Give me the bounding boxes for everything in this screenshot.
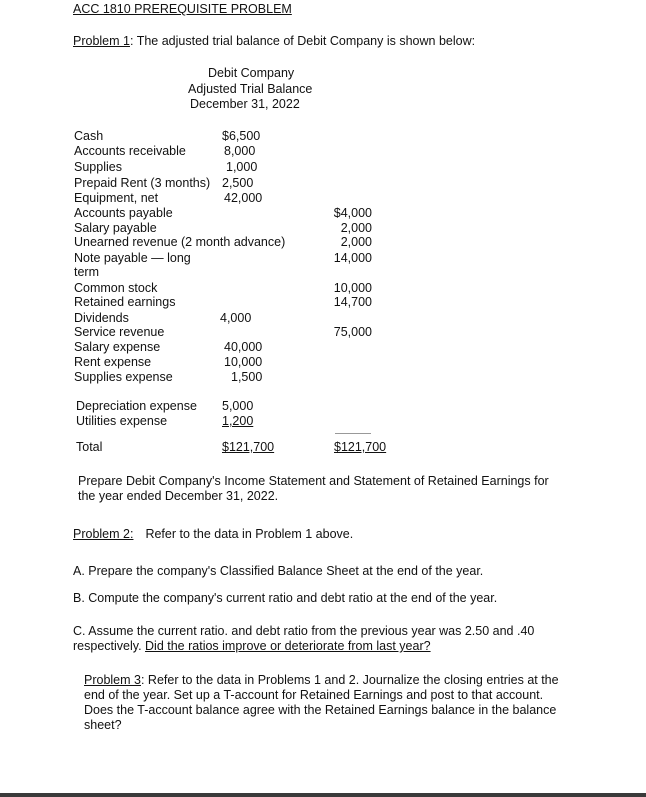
debit-amount: 5,000 bbox=[222, 399, 254, 413]
account-name: Unearned revenue (2 month advance) bbox=[74, 235, 286, 249]
account-name: Supplies bbox=[74, 160, 122, 174]
account-name: Service revenue bbox=[74, 325, 165, 339]
problem3 bbox=[84, 673, 564, 733]
credit-total-rule bbox=[335, 433, 371, 434]
credit-amount: 75,000 bbox=[333, 325, 372, 339]
problem2-part-c bbox=[73, 624, 563, 654]
account-name: Accounts receivable bbox=[74, 144, 186, 158]
credit-amount: 14,000 bbox=[333, 251, 372, 265]
account-name: Rent expense bbox=[74, 355, 152, 369]
problem1-intro-text: : The adjusted trial balance of Debit Company is shown below: bbox=[129, 34, 476, 48]
account-name: Prepaid Rent (3 months) bbox=[74, 176, 211, 190]
account-name: Equipment, net bbox=[74, 191, 159, 205]
account-name: Salary expense bbox=[74, 340, 161, 354]
problem1-label: Problem 1 bbox=[73, 34, 130, 48]
problem2-part-c-question: Did the ratios improve or deteriorate from last year? bbox=[145, 639, 431, 653]
problem1-intro bbox=[73, 34, 475, 49]
credit-amount: 14,700 bbox=[333, 295, 372, 309]
problem3-label: Problem 3 bbox=[84, 673, 141, 687]
account-name: Note payable — long bbox=[74, 251, 191, 265]
debit-amount: 42,000 bbox=[224, 191, 263, 205]
debit-amount: $6,500 bbox=[222, 129, 261, 143]
account-name: Retained earnings bbox=[74, 295, 176, 309]
debit-amount: 40,000 bbox=[224, 340, 263, 354]
problem2-intro bbox=[73, 527, 353, 542]
problem2-part-c-text: C. Assume the current ratio. and debt ratio from the previous year was 2.50 and .40 respectively. bbox=[73, 624, 535, 653]
report-date: December 31, 2022 bbox=[190, 97, 300, 111]
account-name: Cash bbox=[74, 129, 104, 143]
account-name: Salary payable bbox=[74, 221, 157, 235]
credit-amount: 10,000 bbox=[333, 281, 372, 295]
debit-amount: 8,000 bbox=[224, 144, 256, 158]
total-label: Total bbox=[76, 440, 103, 454]
credit-amount: 2,000 bbox=[340, 235, 372, 249]
problem2-part-b: B. Compute the company's current ratio and debt ratio at the end of the year. bbox=[73, 591, 498, 605]
report-title: Adjusted Trial Balance bbox=[188, 82, 313, 96]
debit-amount: 10,000 bbox=[224, 355, 263, 369]
document-header: ACC 1810 PREREQUISITE PROBLEM bbox=[73, 2, 292, 16]
debit-amount: 2,500 bbox=[222, 176, 254, 190]
account-name: Depreciation expense bbox=[76, 399, 197, 413]
page-bottom-bar bbox=[0, 793, 646, 797]
debit-amount: 1,500 bbox=[231, 370, 263, 384]
account-name-continued: term bbox=[74, 265, 99, 279]
problem2-part-a: A. Prepare the company's Classified Balance Sheet at the end of the year. bbox=[73, 564, 484, 578]
credit-amount: $4,000 bbox=[333, 206, 372, 220]
problem2-intro-text: Refer to the data in Problem 1 above. bbox=[145, 527, 354, 541]
account-name: Dividends bbox=[74, 311, 129, 325]
debit-amount: 4,000 bbox=[220, 311, 252, 325]
debit-amount: 1,200 bbox=[222, 414, 254, 428]
debit-amount: 1,000 bbox=[226, 160, 258, 174]
account-name: Accounts payable bbox=[74, 206, 173, 220]
problem1-instruction: Prepare Debit Company's Income Statement and Statement of Retained Earnings for the year ended December 31, 2022. bbox=[78, 474, 549, 503]
credit-amount: 2,000 bbox=[340, 221, 372, 235]
total-debit: $121,700 bbox=[222, 440, 275, 454]
company-name: Debit Company bbox=[208, 66, 295, 80]
problem2-label: Problem 2: bbox=[73, 527, 134, 541]
account-name: Supplies expense bbox=[74, 370, 173, 384]
account-name: Common stock bbox=[74, 281, 158, 295]
total-credit: $121,700 bbox=[334, 440, 387, 454]
problem3-text: : Refer to the data in Problems 1 and 2. Journalize the closing entries at the end of the year. Set up a T-account for Retained Earnings and post to that account. Does the T-account balance agree with the Retained Earnings balance in the balance sheet? bbox=[84, 673, 559, 732]
account-name: Utilities expense bbox=[76, 414, 168, 428]
